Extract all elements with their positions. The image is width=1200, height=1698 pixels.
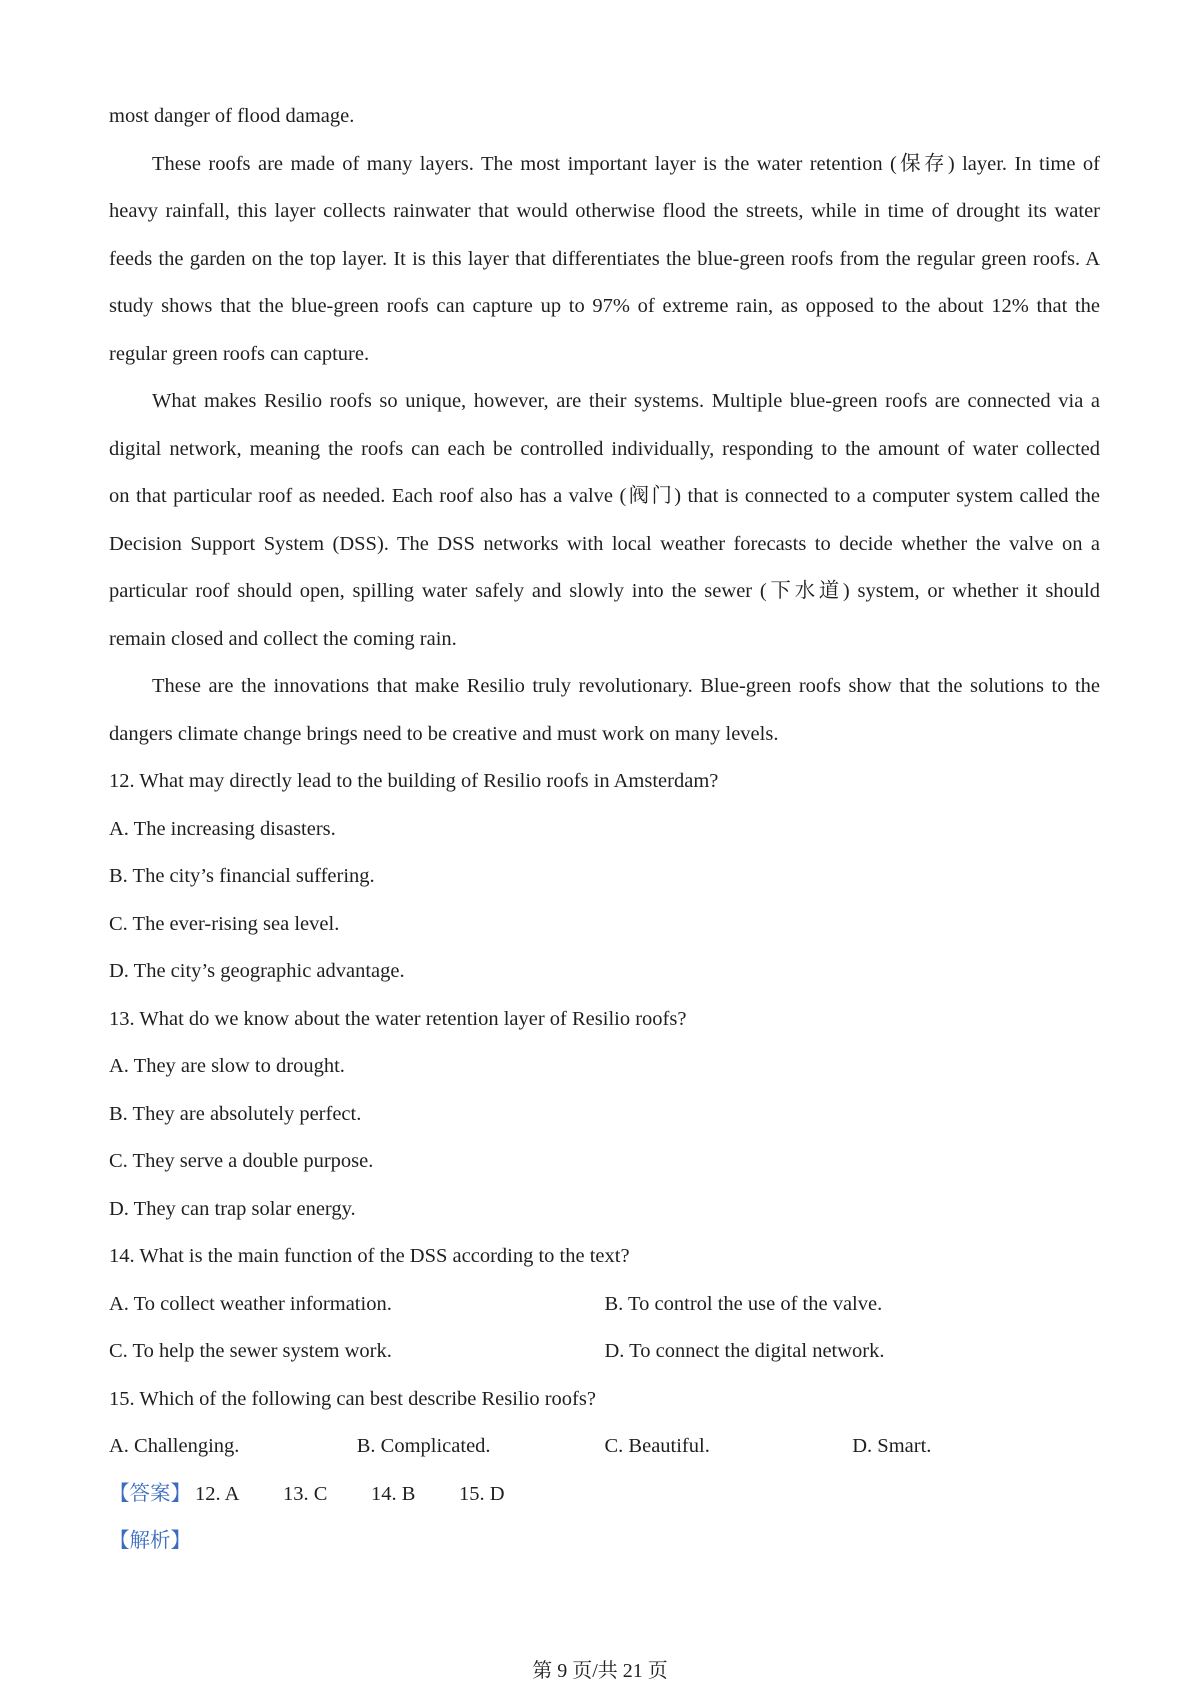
question-13	[109, 996, 1100, 1234]
passage-line: on that particular roof as needed. Each roof also has a valve (阀门) that is connected to a computer system called the	[109, 485, 1100, 507]
option-row	[109, 1423, 1100, 1471]
question-stem: 14. What is the main function of the DSS according to the text?	[109, 1245, 630, 1267]
option-a: A. The increasing disasters.	[109, 817, 336, 840]
passage-continuation-line: most danger of flood damage.	[109, 105, 355, 127]
page-content	[109, 93, 1100, 1566]
option-c: C. To help the sewer system work.	[109, 1340, 392, 1362]
option-c: C. Beautiful.	[604, 1435, 710, 1457]
question-stem: 12. What may directly lead to the building of Resilio roofs in Amsterdam?	[109, 770, 719, 792]
answer-item: 15. D	[459, 1482, 505, 1505]
passage-line: regular green roofs can capture.	[109, 342, 370, 365]
passage-line: digital network, meaning the roofs can each be controlled individually, responding to the amount of water collected	[109, 437, 1100, 460]
question-12	[109, 758, 1100, 996]
option-a: A. Challenging.	[109, 1435, 240, 1457]
answer-item: 12. A	[195, 1482, 240, 1505]
passage-paragraph	[109, 378, 1100, 663]
option-row	[109, 1328, 1100, 1376]
passage-line: These roofs are made of many layers. The most important layer is the water retention (保存) layer. In time of	[152, 152, 1100, 175]
option-d: D. To connect the digital network.	[604, 1340, 885, 1362]
passage-line: particular roof should open, spilling water safely and slowly into the sewer (下水道) system, or whether it should	[109, 580, 1100, 602]
question-14	[109, 1233, 1100, 1376]
passage-paragraph	[109, 663, 1100, 758]
passage-line: study shows that the blue-green roofs can capture up to 97% of extreme rain, as opposed to the about 12% that the	[109, 295, 1100, 317]
page-number: 第 9 页/共 21 页	[532, 1660, 668, 1682]
option-d: D. Smart.	[852, 1435, 932, 1457]
passage-line: feeds the garden on the top layer. It is this layer that differentiates the blue-green roofs from the regular green roofs. A	[109, 247, 1100, 270]
question-stem: 13. What do we know about the water retention layer of Resilio roofs?	[109, 1007, 687, 1030]
passage-paragraph	[109, 141, 1100, 379]
answer-item: 13. C	[283, 1482, 328, 1505]
answer-label: 【答案】	[109, 1482, 191, 1505]
passage-line: dangers climate change brings need to be creative and must work on many levels.	[109, 722, 779, 745]
passage-line: heavy rainfall, this layer collects rainwater that would otherwise flood the streets, while in time of drought its water	[109, 200, 1100, 222]
option-row	[109, 1281, 1100, 1329]
option-c: C. They serve a double purpose.	[109, 1150, 374, 1172]
option-c: C. The ever-rising sea level.	[109, 912, 340, 935]
option-a: A. To collect weather information.	[109, 1292, 392, 1315]
option-d: D. They can trap solar energy.	[109, 1197, 356, 1220]
answer-line	[109, 1471, 1100, 1519]
passage-line: What makes Resilio roofs so unique, however, are their systems. Multiple blue-green roofs are connected via a	[152, 390, 1100, 412]
passage-line: remain closed and collect the coming rain.	[109, 627, 457, 650]
option-a: A. They are slow to drought.	[109, 1055, 345, 1077]
option-b: B. They are absolutely perfect.	[109, 1102, 362, 1125]
question-15	[109, 1376, 1100, 1471]
passage-line: Decision Support System (DSS). The DSS networks with local weather forecasts to decide whether the valve on a	[109, 532, 1100, 555]
answer-item: 14. B	[371, 1482, 416, 1505]
option-b: B. Complicated.	[356, 1435, 491, 1457]
option-b: B. The city’s financial suffering.	[109, 865, 375, 887]
analysis-label: 【解析】	[109, 1530, 191, 1552]
question-stem: 15. Which of the following can best describe Resilio roofs?	[109, 1387, 596, 1410]
passage-line: These are the innovations that make Resilio truly revolutionary. Blue-green roofs show that the solutions to the	[152, 675, 1100, 697]
option-b: B. To control the use of the valve.	[604, 1292, 883, 1315]
option-d: D. The city’s geographic advantage.	[109, 960, 405, 982]
analysis-line	[109, 1518, 1100, 1566]
